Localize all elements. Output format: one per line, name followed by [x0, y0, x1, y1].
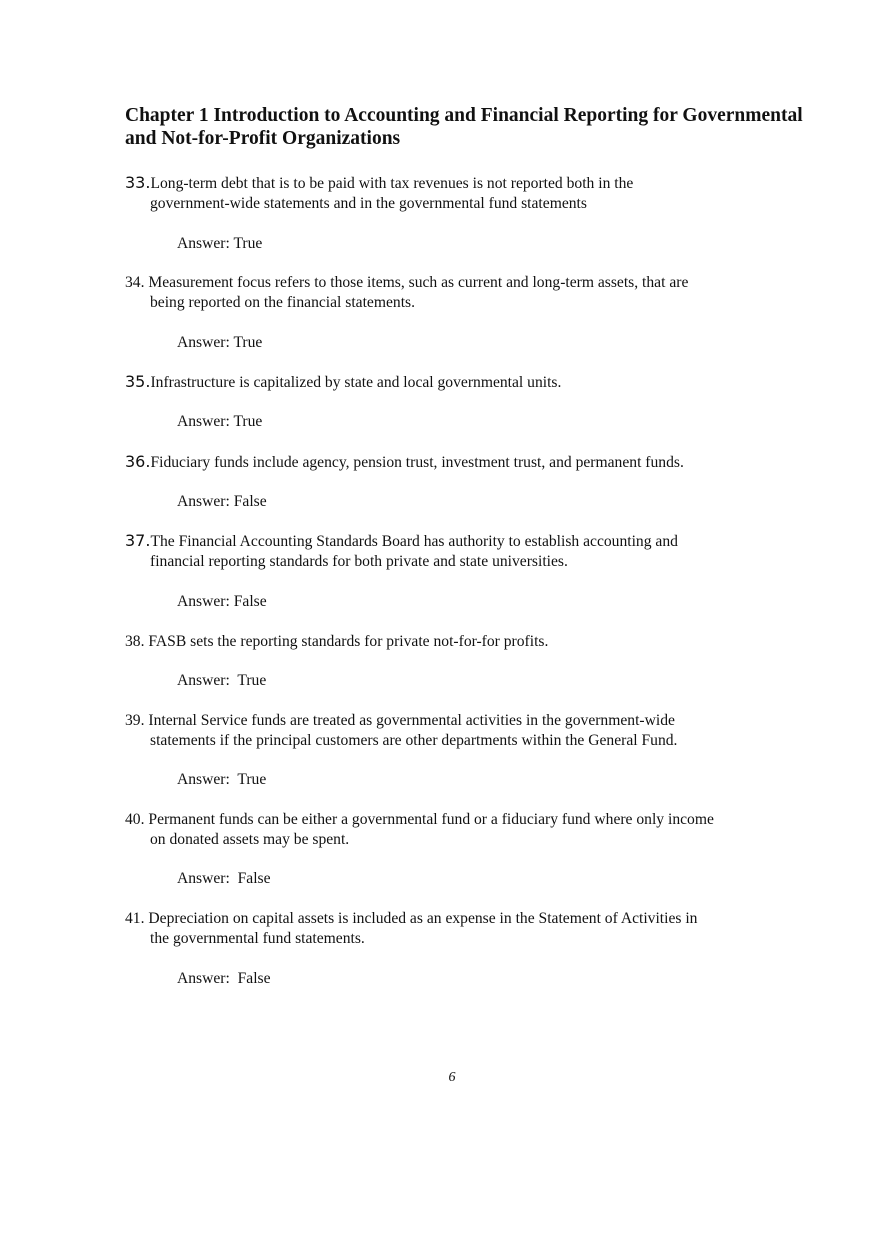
question-text: Measurement focus refers to those items, such as current and long-term assets, that are — [148, 274, 689, 291]
question-text: Long-term debt that is to be paid with tax revenues is not reported both in the — [150, 175, 634, 192]
page-number: 6 — [448, 1070, 456, 1085]
question-text-continued: being reported on the financial statements. — [150, 294, 416, 311]
question-line — [125, 711, 790, 731]
question-34 — [125, 273, 790, 313]
question-36 — [125, 452, 790, 473]
question-line — [125, 909, 790, 929]
answer-33: Answer: True — [177, 235, 263, 252]
question-text-continued: government-wide statements and in the governmental fund statements — [150, 195, 587, 212]
question-text: Infrastructure is capitalized by state and local governmental units. — [150, 374, 562, 391]
question-line — [125, 372, 790, 393]
answer-39: Answer: True — [177, 771, 267, 788]
question-number: 35. — [125, 372, 151, 391]
question-text: Permanent funds can be either a governmental fund or a fiduciary fund where only income — [148, 811, 714, 828]
answer-41: Answer: False — [177, 970, 271, 987]
question-text: Internal Service funds are treated as governmental activities in the government-wide — [148, 712, 675, 729]
question-33 — [125, 173, 790, 214]
answer-37: Answer: False — [177, 593, 267, 610]
question-41 — [125, 909, 790, 949]
question-text-continued: statements if the principal customers are other departments within the General Fund. — [150, 732, 678, 749]
question-text: FASB sets the reporting standards for private not-for-for profits. — [148, 633, 549, 650]
question-text-continued: the governmental fund statements. — [150, 930, 365, 947]
question-number: 36. — [125, 452, 151, 471]
question-line — [125, 173, 790, 194]
chapter-title: Chapter 1 Introduction to Accounting and Financial Reporting for Governmental and Not-for-Profit Organizations — [125, 105, 803, 149]
answer-40: Answer: False — [177, 870, 271, 887]
question-35 — [125, 372, 790, 393]
question-line — [125, 531, 790, 552]
question-40 — [125, 810, 790, 850]
question-39 — [125, 711, 790, 751]
answer-35: Answer: True — [177, 413, 263, 430]
question-text: Fiduciary funds include agency, pension trust, investment trust, and permanent funds. — [150, 454, 684, 471]
question-37 — [125, 531, 790, 572]
question-line — [125, 273, 790, 293]
question-number: 33. — [125, 173, 151, 192]
question-line — [125, 452, 790, 473]
question-38 — [125, 632, 790, 652]
question-text-continued: financial reporting standards for both private and state universities. — [150, 553, 568, 570]
question-text: Depreciation on capital assets is included as an expense in the Statement of Activities in — [148, 910, 698, 927]
question-line — [125, 632, 790, 652]
question-number: 41. — [125, 910, 149, 927]
question-number: 38. — [125, 633, 149, 650]
question-number: 34. — [125, 274, 149, 291]
question-number: 39. — [125, 712, 149, 729]
question-text-continued: on donated assets may be spent. — [150, 831, 350, 848]
answer-38: Answer: True — [177, 672, 267, 689]
question-number: 40. — [125, 811, 149, 828]
question-number: 37. — [125, 531, 151, 550]
question-text: The Financial Accounting Standards Board has authority to establish accounting and — [150, 533, 678, 550]
question-line — [125, 810, 790, 830]
answer-34: Answer: True — [177, 334, 263, 351]
answer-36: Answer: False — [177, 493, 267, 510]
